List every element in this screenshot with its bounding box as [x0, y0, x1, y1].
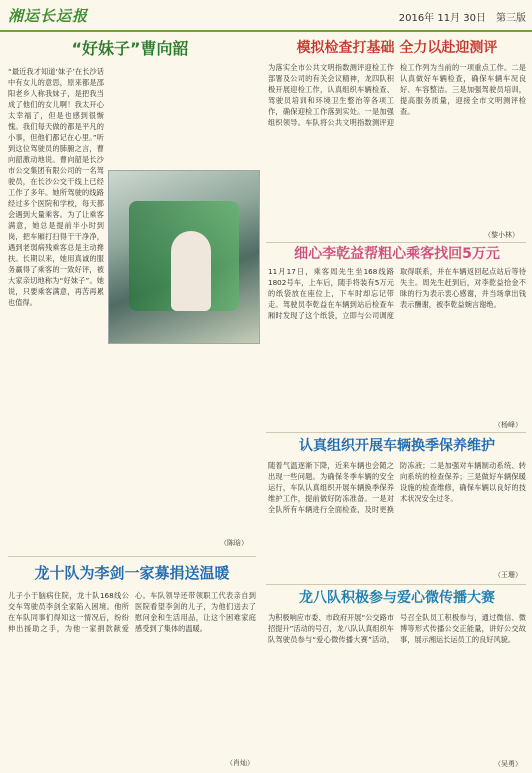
article3-title: 细心李乾益帮粗心乘客找回5万元 [294, 246, 500, 262]
article5-byline: （肖灿） [226, 759, 254, 767]
right-divider-3 [266, 584, 526, 585]
page-number: 第三版 [496, 13, 526, 24]
article1-body: “最近我才知道‘妹子’在长沙话中有女儿的意思，原来都是邵阳老乡人称我妹子，是把我当成了他们的女儿啊！我太开心太幸福了，但是也感到很惭愧。我们每天做的都是平凡的小事，但他们都记在心里。”听到这位驾驶员的肺腑之言，曹向韶激动地说。曹向韶是长沙市公交集团有限公司的一名驾驶员，在长沙公交干线上已经工作了多年。她所驾驶的线路经过多个医院和学校，每天都会遇到大量乘客。为了让乘客满意，她总是提前半小时到岗，把车厢打扫得干干净净，遇到老弱病残乘客总是主动搀扶。长期以来，她用真诚的服务赢得了乘客的一致好评，被大家亲切地称为“好妹子”。她说，只要乘客满意，再苦再累也值得。 [8, 67, 104, 307]
article2-title: 模拟检查打基础 全力以赴迎测评 [296, 40, 498, 56]
masthead [0, 0, 532, 32]
right-divider-1 [266, 242, 526, 243]
article4-byline: （王珊） [494, 571, 522, 579]
article6-body: 为积极响应市委、市政府开展“公交路市招提升”活动的号召，龙八队认真组织车队驾驶员参与“爱心微传播大赛”活动，号召全队员工积极参与，通过微信、微博等形式传播公交正能量，讲好公交故事，展示湘运长运员工的良好风貌。 [268, 613, 526, 644]
article1-photo [108, 170, 260, 344]
article6-byline: （吴勇） [494, 760, 522, 768]
article4-title: 认真组织开展车辆换季保养维护 [299, 438, 495, 454]
article3-body: 11月17日，乘客周先生坐168线路1802号车，上车后，随手将装有5万元的纸袋放在座位上，下车时却忘记带走。驾驶员李乾益在车辆到站后检查车厢时发现了这个纸袋，立即与公司调度取得联系，并在车辆返回起点站后等待失主。周先生赶到后，对李乾益拾金不昧的行为表示衷心感谢，并当场拿出钱表示酬谢，被李乾益婉言谢绝。 [268, 267, 526, 320]
article6-title: 龙八队积极参与爱心微传播大赛 [299, 590, 495, 606]
article3-byline: （杨峰） [494, 421, 522, 429]
article1-body-cont [108, 346, 254, 536]
issue-date: 2016年 11月 30日 [398, 13, 486, 24]
left-divider [8, 556, 256, 557]
photo-driver [171, 231, 211, 311]
article2-body: 为落实全市公共文明指数测评迎检工作部署及公司的有关会议精神，龙四队积极开展迎检工作，认真组织车辆检查、驾驶员培训和环境卫生整治等各项工作，确保迎检工作落到实处。一是加强组织领导。车队将公共文明指数测评迎检工作列为当前的一项重点工作。二是认真做好车辆检查，确保车辆车况良好、车容整洁。三是加强驾驶员培训，提高服务质量，迎接全市文明测评检查。 [268, 63, 526, 127]
right-divider-2 [266, 432, 526, 433]
newspaper-brand: 湘运长运报 [8, 7, 89, 25]
article2-byline: （黎小林） [484, 231, 519, 239]
article1-byline: （陈晗） [220, 539, 248, 547]
article1-title: “好妹子”曹向韶 [71, 39, 189, 58]
article5-title: 龙十队为李剑一家募捐送温暖 [34, 564, 230, 582]
article4-body: 随着气温逐渐下降，近来车辆也会随之出现一些问题。为确保冬季车辆的安全运行，车队认真组织开展车辆换季保养维护工作，提前做好防冻准备。一是对全队所有车辆进行全面检查，及时更换防冻液；二是加强对车辆制动系统、转向系统的检查保养；三是做好车辆保暖设施的检查维修，确保车辆以良好的技术状况安全过冬。 [268, 461, 526, 514]
article5-body: 儿子小于脑病住院，龙十队168线公交车驾驶员李剑全家陷入困境。他所在车队同事们得知这一情况后，纷纷伸出援助之手，为他一家捐款献爱心。车队领导还带领职工代表亲自到医院看望李剑的儿子，为他们送去了慰问金和生活用品，让这个困难家庭感受到了集体的温暖。 [8, 591, 256, 633]
